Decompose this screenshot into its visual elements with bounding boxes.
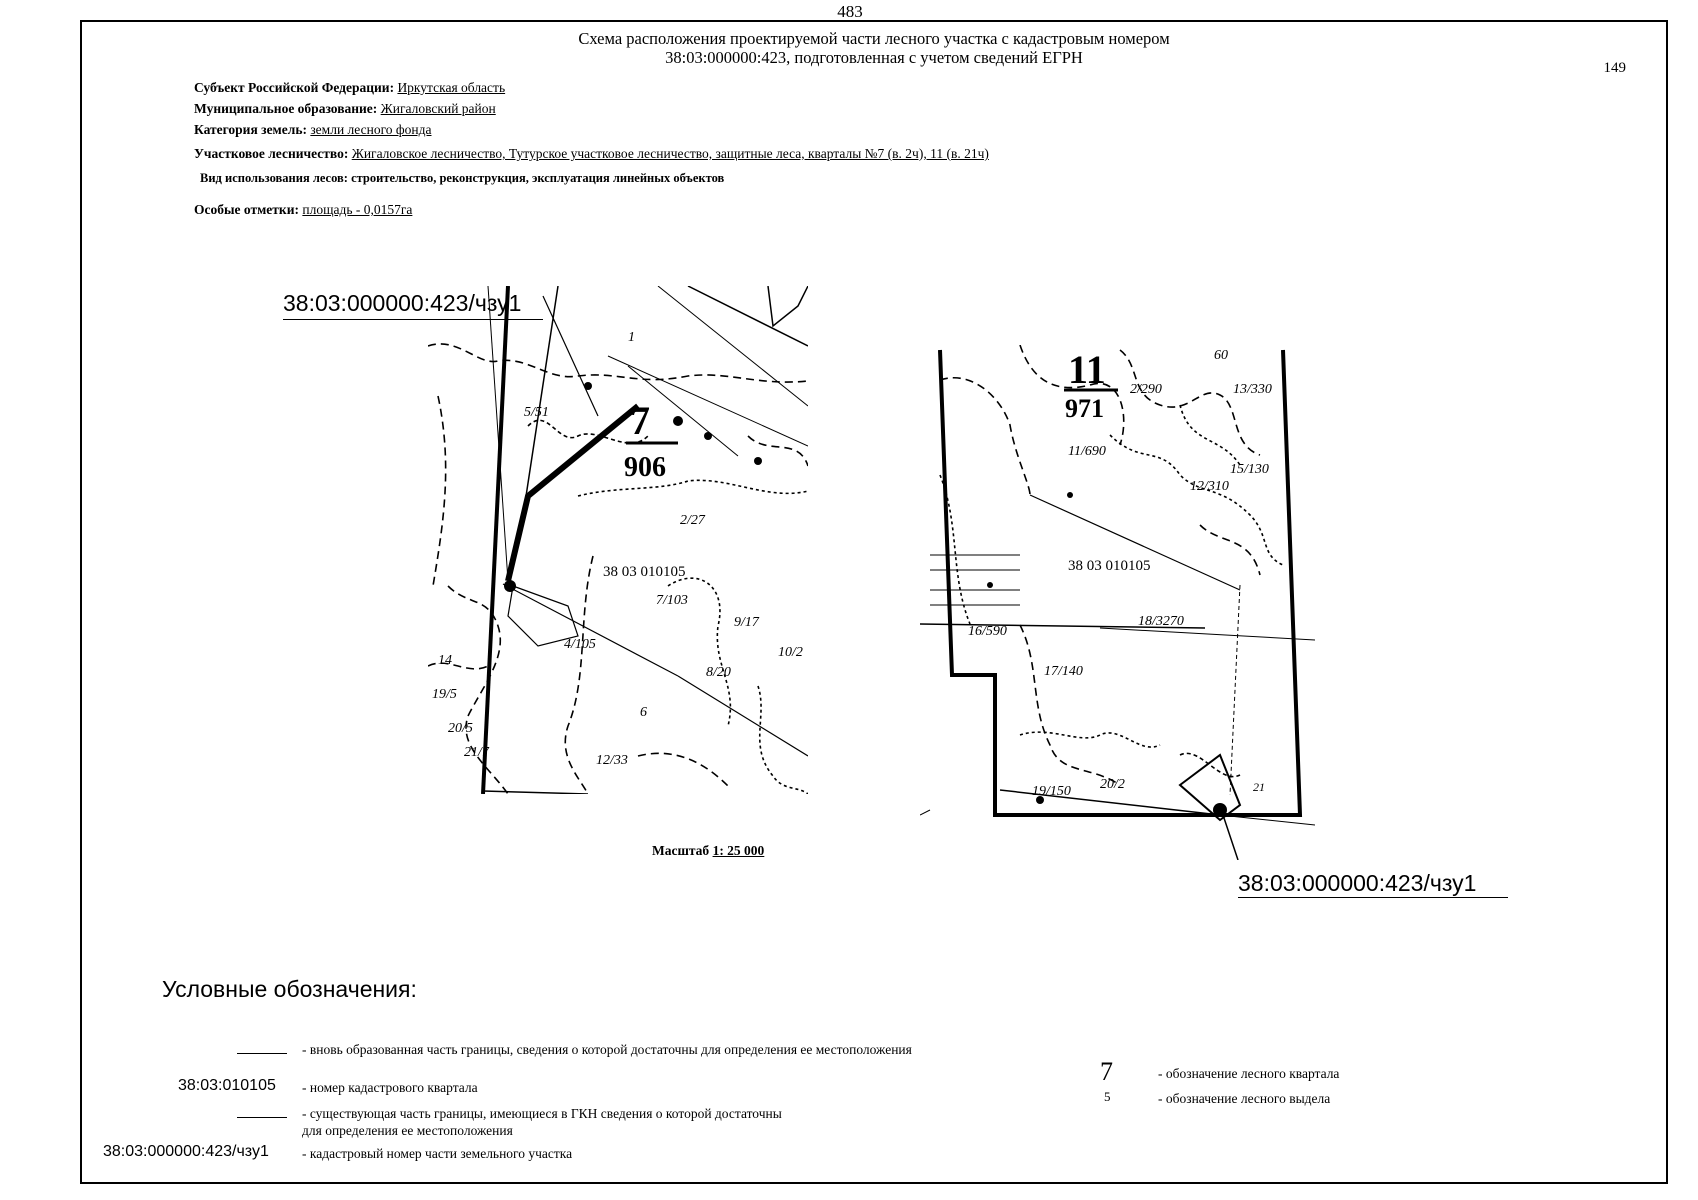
forestry-value: Жигаловское лесничество, Тутурское участковое лесничество, защитные леса, кварталы №7 (в. 2ч), 11 (в. 21ч) — [351, 146, 989, 161]
map-left-plot-label: 10/2 — [778, 645, 803, 660]
special-label: Особые отметки: — [194, 202, 299, 217]
map-right-dense-marks — [987, 492, 1227, 817]
map-left-cadastral-label: 38:03:000000:423/чзу1 — [283, 290, 522, 316]
legend-title: Условные обозначения: — [162, 976, 417, 1002]
map-right-boundary — [920, 350, 1315, 825]
map-right-cadastral-label: 38:03:000000:423/чзу1 — [1238, 870, 1477, 896]
map-left-plot-label: 12/33 — [596, 753, 628, 768]
map-left-plot-label: 2/27 — [680, 513, 705, 528]
info-municipal — [194, 101, 496, 117]
legend-new-boundary-text: - вновь образованная часть границы, сведения о которой достаточны для определения ее местоположения — [302, 1042, 912, 1057]
info-special — [194, 202, 412, 218]
legend-new-boundary-line — [237, 1053, 287, 1054]
map-right-plot-label: 19/150 — [1032, 784, 1071, 799]
map-right-leader-line — [1223, 815, 1238, 860]
map-right-plot-label: 11/690 — [1068, 444, 1106, 459]
title-line-1: Схема расположения проектируемой части лесного участка с кадастровым номером — [578, 29, 1170, 48]
subject-value: Иркутская область — [397, 80, 506, 95]
legend-existing-boundary-text-1: - существующая часть границы, имеющиеся в ГКН сведения о которой достаточны — [302, 1106, 782, 1121]
map-left-leader-line — [283, 319, 543, 320]
legend-cadastral-quarter-sample: 38:03:010105 — [178, 1077, 276, 1094]
map-right-plot-label: 18/3270 — [1138, 614, 1184, 629]
forestry-label: Участковое лесничество: — [194, 146, 349, 161]
sheet-number: 149 — [1603, 60, 1626, 76]
map-right-quarter-area: 971 — [1065, 394, 1104, 423]
special-value: площадь - 0,0157га — [302, 202, 413, 217]
map-right-plot-label: 2/290 — [1130, 382, 1162, 397]
map-left-plot-label: 5/51 — [524, 405, 549, 420]
map-right-plot-label: 13/330 — [1233, 382, 1272, 397]
legend-forest-quarter-sample: 7 — [1100, 1057, 1113, 1086]
scale-value: 1: 25 000 — [712, 843, 765, 858]
map-right-text — [968, 347, 1272, 799]
scale-label: Масштаб — [652, 843, 710, 858]
map-left-plot-label: 19/5 — [432, 687, 457, 702]
title-line-2: 38:03:000000:423, подготовленная с учетом сведений ЕГРН — [665, 48, 1083, 67]
map-scale — [652, 843, 764, 859]
page-number-top: 483 — [837, 2, 863, 21]
map-right-quarter-number: 11 — [1068, 347, 1106, 392]
map-left — [428, 286, 808, 794]
municipal-value: Жигаловский район — [380, 101, 496, 116]
map-right-cadastral-quarter: 38 03 010105 — [1068, 558, 1151, 574]
info-land-category — [194, 122, 432, 138]
land-category-value: земли лесного фонда — [310, 122, 432, 137]
map-left-plot-label: 21/7 — [464, 745, 489, 760]
map-right-plot-label: 16/590 — [968, 624, 1007, 639]
legend-forest-plot-sample: 5 — [1104, 1089, 1111, 1104]
map-left-cadastral-quarter: 38 03 010105 — [603, 564, 686, 580]
info-forestry — [194, 146, 989, 162]
map-left-plot-label: 9/17 — [734, 615, 759, 630]
legend-cadastral-quarter-text: - номер кадастрового квартала — [302, 1080, 478, 1095]
legend-cadastral-part-sample: 38:03:000000:423/чзу1 — [103, 1143, 269, 1160]
map-right-label-underline — [1238, 897, 1508, 898]
map-left-plot-label: 4/105 — [564, 637, 596, 652]
document-title — [82, 29, 1666, 67]
land-category-label: Категория земель: — [194, 122, 307, 137]
map-right-new-part — [1180, 755, 1240, 820]
legend-forest-plot-text: - обозначение лесного выдела — [1158, 1091, 1331, 1106]
municipal-label: Муниципальное образование: — [194, 101, 378, 116]
subject-label: Субъект Российской Федерации: — [194, 80, 395, 95]
map-right — [920, 345, 1315, 860]
map-right-plot-label: 17/140 — [1044, 664, 1083, 679]
map-left-plot-label: 7/103 — [656, 593, 688, 608]
info-use-type: Вид использования лесов: строительство, реконструкция, эксплуатация линейных объектов — [200, 171, 725, 185]
map-left-plot-label: 6 — [640, 705, 647, 720]
legend-forest-quarter-text: - обозначение лесного квартала — [1158, 1066, 1340, 1081]
map-left-quarter-number: 7 — [630, 398, 650, 443]
map-left-quarter-area: 906 — [624, 452, 666, 483]
map-right-plot-label: 60 — [1214, 348, 1228, 363]
legend-existing-boundary-text-2: для определения ее местоположения — [302, 1123, 513, 1138]
map-right-plot-label: 21 — [1253, 780, 1265, 794]
map-right-plot-label: 15/130 — [1230, 462, 1269, 477]
map-right-plot-label: 12/310 — [1190, 479, 1229, 494]
map-left-plot-label: 1 — [628, 330, 635, 345]
map-left-plot-label: 8/20 — [706, 665, 731, 680]
map-left-plot-label: 14 — [438, 653, 452, 668]
document-frame — [80, 20, 1668, 1184]
legend-cadastral-part-text: - кадастровый номер части земельного участка — [302, 1146, 573, 1161]
map-right-plot-label: 20/2 — [1100, 777, 1125, 792]
map-left-plot-label: 20/5 — [448, 721, 473, 736]
info-subject — [194, 80, 505, 96]
legend-existing-boundary-line — [237, 1117, 287, 1118]
